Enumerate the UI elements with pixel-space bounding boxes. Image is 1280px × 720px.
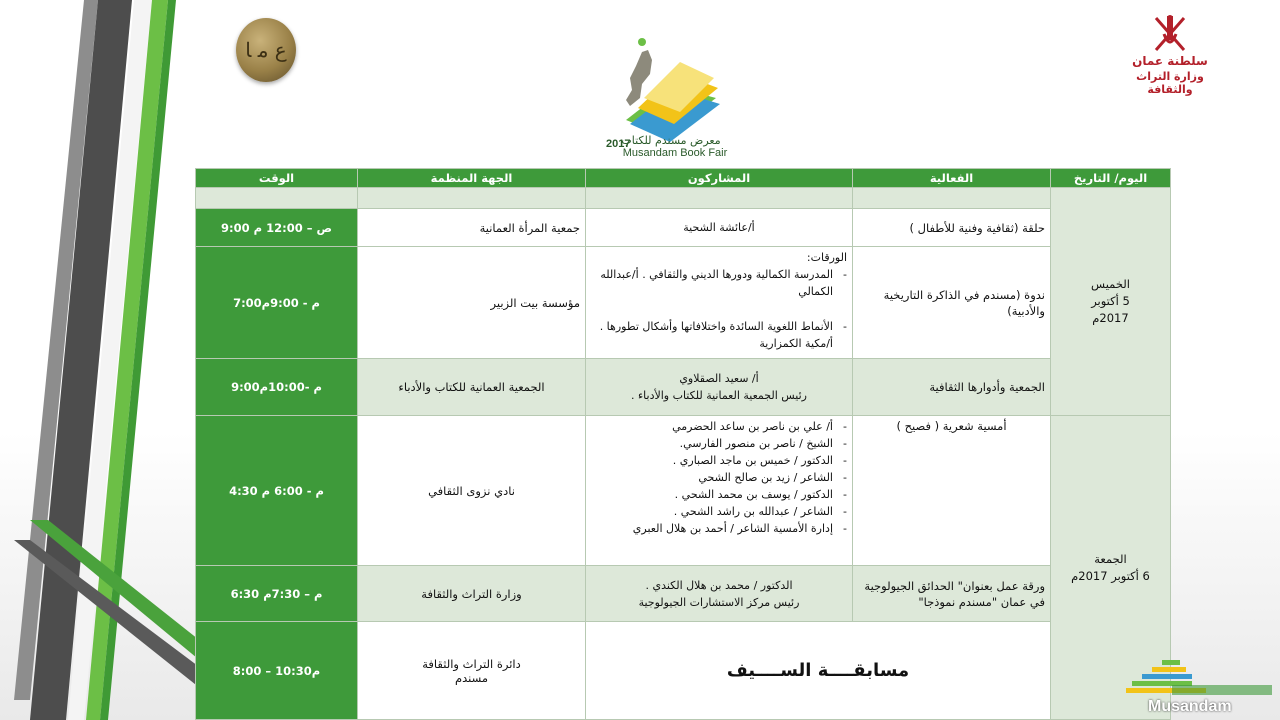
ministry-line-2: وزارة التراث والثقافة <box>1136 70 1204 96</box>
day-thursday: الخميس 5 أكتوبر 2017م <box>1051 188 1171 416</box>
list-item: - الشاعر / زيد بن صالح الشحي <box>591 469 847 486</box>
time-cell: 8:00 – 10:30م <box>196 622 358 720</box>
poets-list <box>591 418 847 537</box>
activity-cell: ورقة عمل بعنوان" الحدائق الجيولوجية في عمان "مسندم نموذجا" <box>853 566 1051 622</box>
time-cell: 4:30 م - 6:00 م <box>196 416 358 566</box>
ministry-line-1: سلطنة عمان <box>1132 54 1208 68</box>
sword-competition-cell: مسابقــــة الســــيف <box>586 622 1051 720</box>
spacer-cell <box>196 188 358 209</box>
participants-cell <box>586 416 853 566</box>
activity-cell: ندوة (مسندم في الذاكرة التاريخية والأدبية) <box>853 247 1051 359</box>
table-row <box>196 359 1171 416</box>
table-row <box>196 622 1171 720</box>
header-time: الوقت <box>196 169 358 188</box>
watermark-text: Musandam <box>1148 698 1232 715</box>
heritage-coin-logo: ﻉ ﻣ ﺎ <box>236 18 296 82</box>
list-item: - الشاعر / عبدالله بن راشد الشحي . <box>591 503 847 520</box>
oman-emblem-icon <box>1148 12 1192 56</box>
organizer-cell: الجمعية العمانية للكتاب والأدباء <box>358 359 586 416</box>
list-item: - أ/ علي بن ناصر بن ساعد الحضرمي <box>591 418 847 435</box>
header-participants: المشاركون <box>586 169 853 188</box>
time-cell: 9:00 ص – 12:00 م <box>196 209 358 247</box>
header-organizer: الجهة المنظمة <box>358 169 586 188</box>
participants-cell: الدكتور / محمد بن هلال الكندي . رئيس مركز الاستشارات الجيولوجية <box>586 566 853 622</box>
participants-cell: أ/ سعيد الصقلاوي رئيس الجمعية العمانية للكتاب والأدباء . <box>586 359 853 416</box>
organizer-cell: دائرة التراث والثقافة مسندم <box>358 622 586 720</box>
spacer-cell <box>586 188 853 209</box>
organizer-cell: نادي نزوى الثقافي <box>358 416 586 566</box>
time-cell: 6:30 م – 7:30م <box>196 566 358 622</box>
list-item: - الشيخ / ناصر بن منصور الفارسي. <box>591 435 847 452</box>
list-item: - الأنماط اللغوية السائدة واختلافاتها وأشكال تطورها . أ/مكية الكمزارية <box>591 318 847 352</box>
activity-cell: حلقة (ثقافية وفنية للأطفال ) <box>853 209 1051 247</box>
activity-cell: الجمعية وأدوارها الثقافية <box>853 359 1051 416</box>
time-cell: 7:00م - 9:00م <box>196 247 358 359</box>
organizer-cell: مؤسسة بيت الزبير <box>358 247 586 359</box>
papers-heading: الورقات: <box>806 251 847 264</box>
table-row <box>196 188 1171 209</box>
header-day: اليوم/ التاريخ <box>1051 169 1171 188</box>
list-item: - المدرسة الكمالية ودورها الديني والثقافي . أ/عبدالله الكمالي <box>591 266 847 300</box>
decorative-stripes <box>0 0 200 720</box>
events-schedule-table <box>195 168 1171 720</box>
table-header-row <box>196 169 1171 188</box>
table-row <box>196 566 1171 622</box>
organizer-cell: وزارة التراث والثقافة <box>358 566 586 622</box>
spacer-cell <box>358 188 586 209</box>
table-row <box>196 416 1171 566</box>
papers-list <box>591 266 847 352</box>
list-item: - الدكتور / خميس بن ماجد الصباري . <box>591 452 847 469</box>
fair-name-english: Musandam Book Fair <box>622 147 728 159</box>
list-item: - إدارة الأمسية الشاعر / أحمد بن هلال العبري <box>591 520 847 537</box>
participants-cell <box>586 247 853 359</box>
table-row <box>196 247 1171 359</box>
day-friday: الجمعة 6 أكتوبر 2017م <box>1051 416 1171 720</box>
list-item: - الدكتور / يوسف بن محمد الشحي . <box>591 486 847 503</box>
fair-name-arabic: معرض مسندم للكتاب <box>621 134 721 147</box>
activity-cell: أمسية شعرية ( فصيح ) <box>853 416 1051 566</box>
spacer-cell <box>853 188 1051 209</box>
header-activity: الفعالية <box>853 169 1051 188</box>
table-row <box>196 209 1171 247</box>
participants-cell: أ/عائشة الشحية <box>586 209 853 247</box>
fair-year: 2017 <box>606 138 631 150</box>
organizer-cell: جمعية المرأة العمانية <box>358 209 586 247</box>
time-cell: 9:00م -10:00م <box>196 359 358 416</box>
